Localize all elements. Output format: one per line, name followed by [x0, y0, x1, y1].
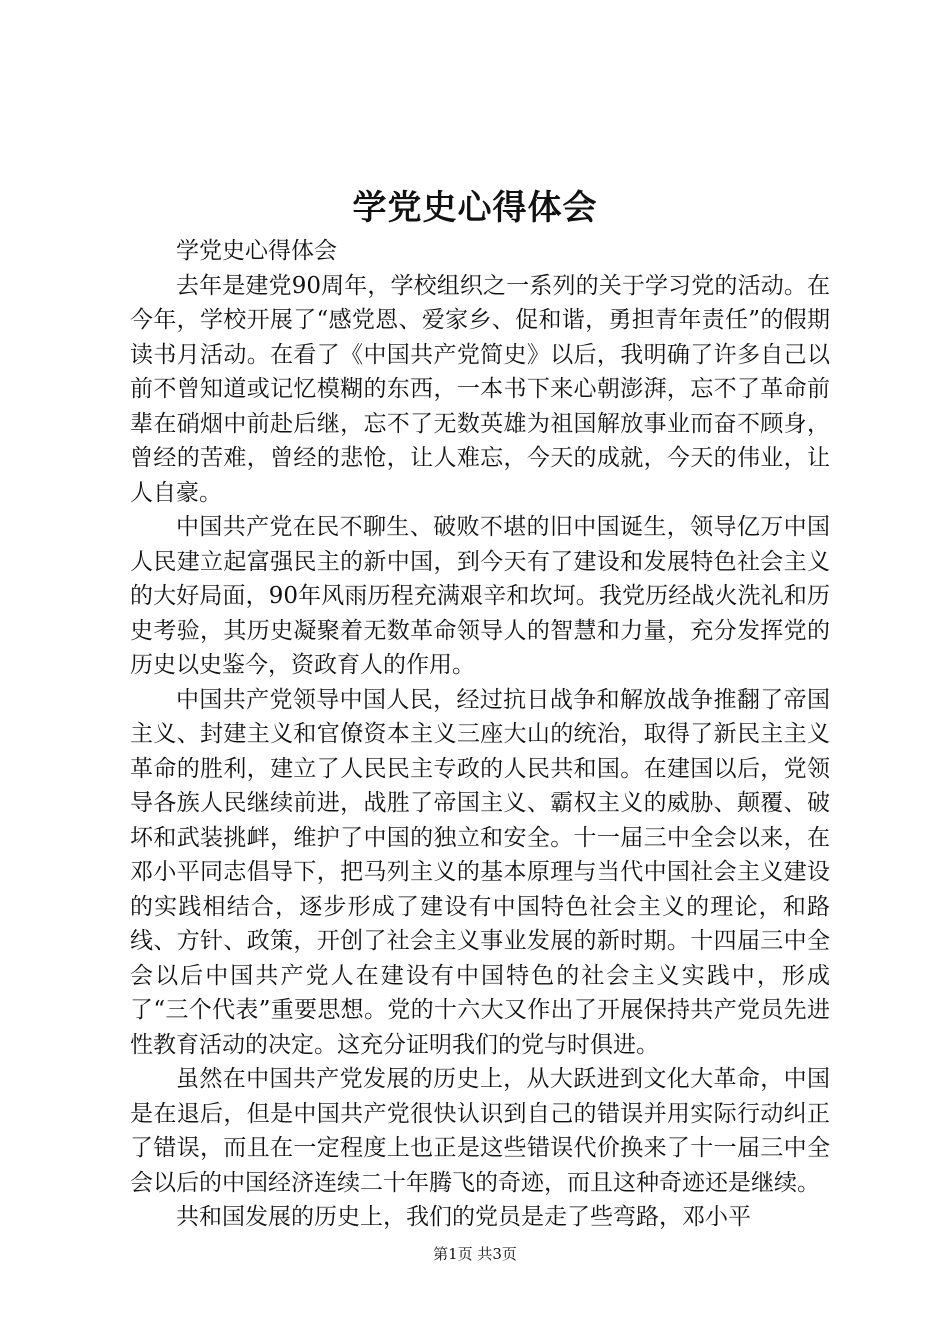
paragraph-subtitle: 学党史心得体会 — [176, 238, 337, 264]
page-number-footer: 第1页 共3页 — [433, 1245, 517, 1263]
paragraph: 共和国发展的历史上，我们的党员是走了些弯路，邓小平 — [176, 1204, 751, 1230]
paragraph: 去年是建党90周年，学校组织之一系列的关于学习党的活动。在今年，学校开展了“感党恩、爱家乡、促和谐，勇担青年责任”的假期读书月活动。在看了《中国共产党简史》以后，我明确了许多自己以前不曾知道或记忆模糊的东西，一本书下来心朝澎湃，忘不了革命前辈在硝烟中前赴后继，忘不了无数英雄为祖国解放事业而奋不顾身，曾经的苦难，曾经的悲怆，让人难忘，今天的成就，今天的伟业，让人自豪。 — [130, 272, 830, 506]
paragraph: 中国共产党领导中国人民，经过抗日战争和解放战争推翻了帝国主义、封建主义和官僚资本主义三座大山的统治，取得了新民主主义革命的胜利，建立了人民民主专政的人民共和国。在建国以后，党领导各族人民继续前进，战胜了帝国主义、霸权主义的威胁、颠覆、破坏和武装挑衅，维护了中国的独立和安全。十一届三中全会以来，在邓小平同志倡导下，把马列主义的基本原理与当代中国社会主义建设的实践相结合，逐步形成了建设有中国特色社会主义的理论，和路线、方针、政策，开创了社会主义事业发展的新时期。十四届三中全会以后中国共产党人在建设有中国特色的社会主义实践中，形成了“三个代表”重要思想。党的十六大又作出了开展保持共产党员先进性教育活动的决定。这充分证明我们的党与时俱进。 — [130, 686, 830, 1058]
paragraph: 虽然在中国共产党发展的历史上，从大跃进到文化大革命，中国是在退后，但是中国共产党很快认识到自己的错误并用实际行动纠正了错误，而且在一定程度上也正是这些错误代价换来了十一届三中全会以后的中国经济连续二十年腾飞的奇迹，而且这种奇迹还是继续。 — [130, 1066, 830, 1196]
document-body — [130, 234, 830, 1235]
document-title: 学党史心得体会 — [352, 188, 598, 228]
paragraph: 中国共产党在民不聊生、破败不堪的旧中国诞生，领导亿万中国人民建立起富强民主的新中国，到今天有了建设和发展特色社会主义的大好局面，90年风雨历程充满艰辛和坎坷。我党历经战火洗礼和历史考验，其历史凝聚着无数革命领导人的智慧和力量，充分发挥党的历史以史鉴今，资政育人的作用。 — [130, 514, 830, 678]
